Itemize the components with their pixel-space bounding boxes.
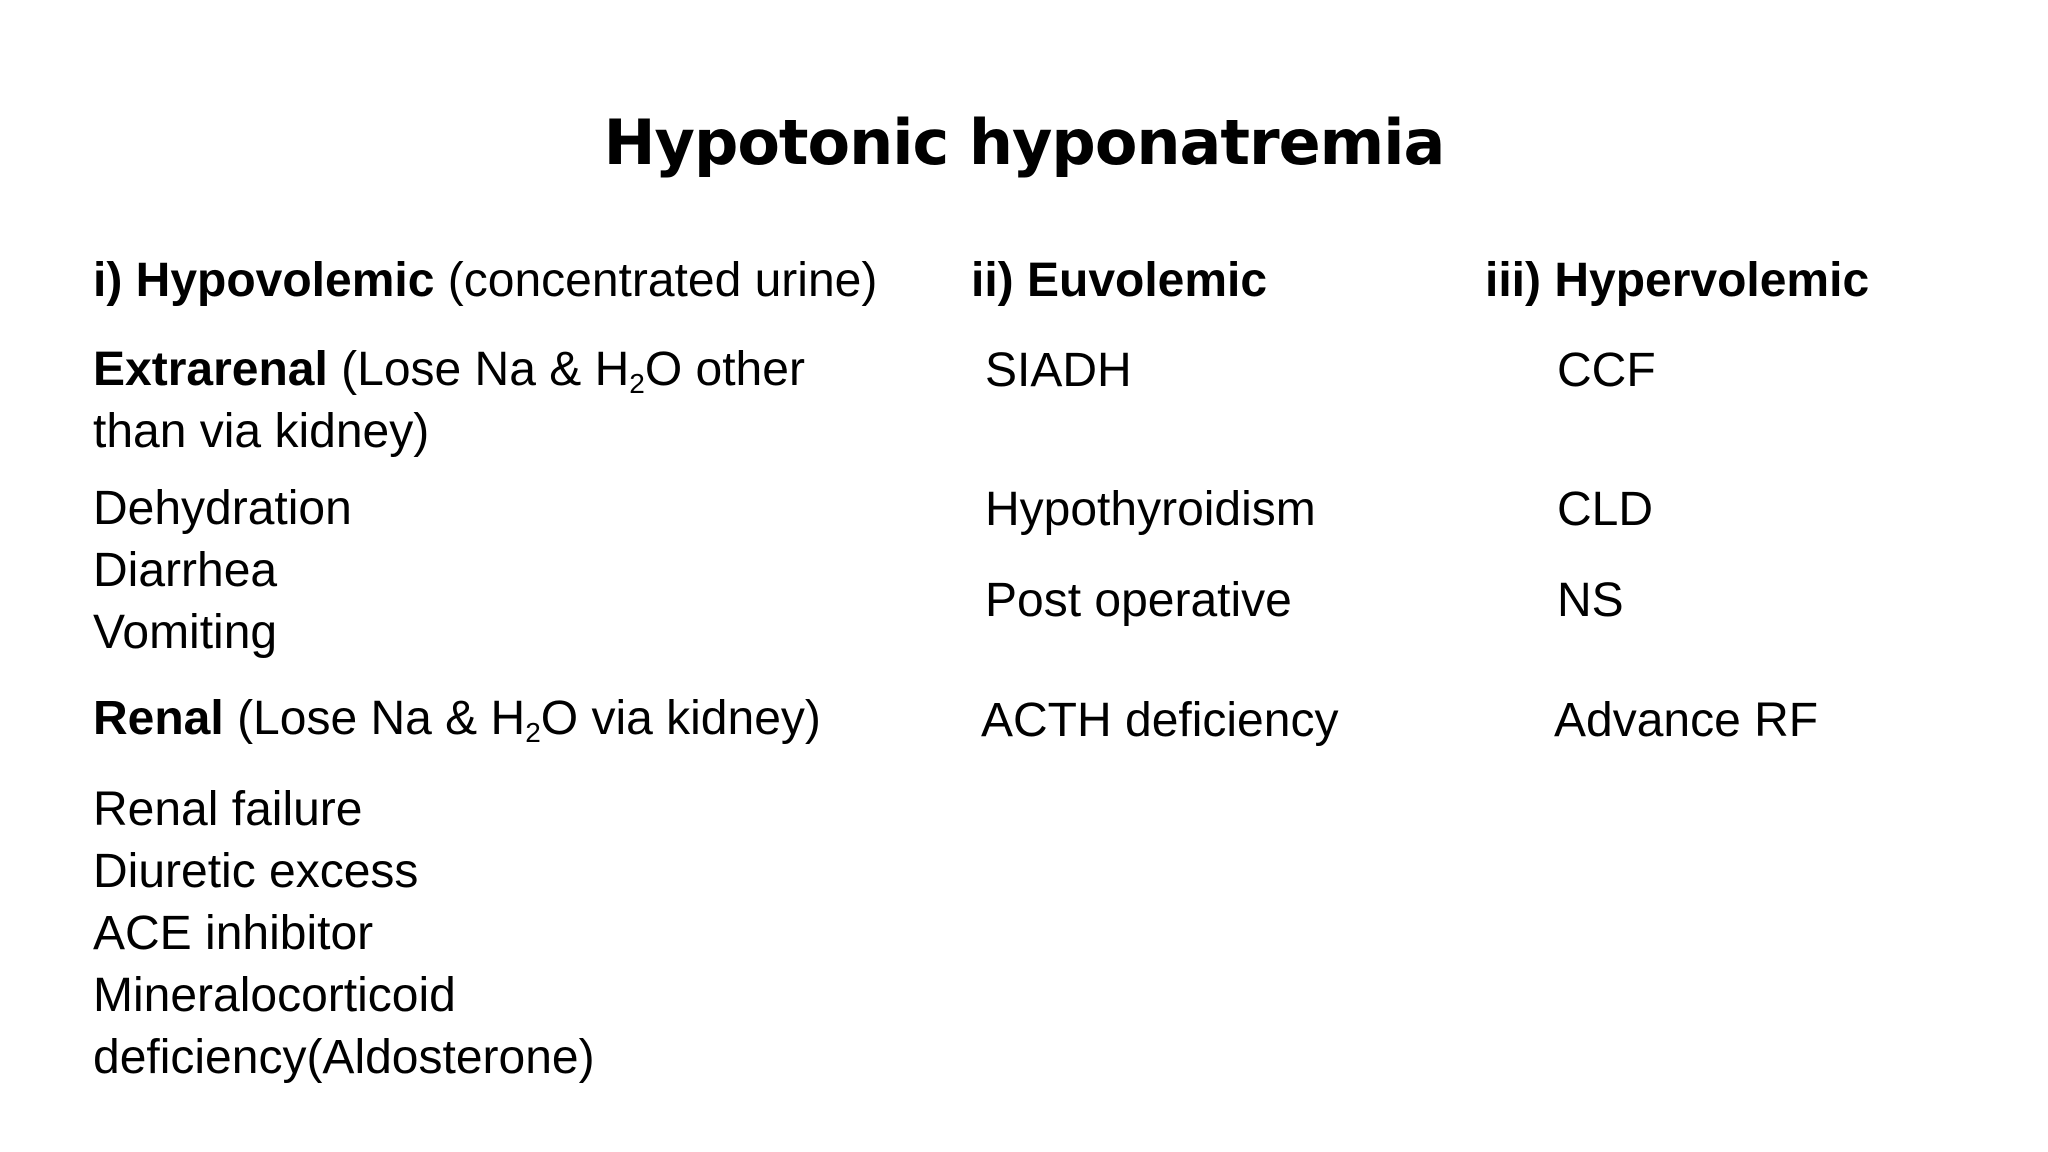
renal-label: Renal [93,692,224,745]
extrarenal-label: Extrarenal [93,343,328,396]
renal-desc-pre: (Lose Na & H [237,692,526,745]
hypovolemic-note: (concentrated urine) [447,254,878,307]
hypervolemic-header: iii) Hypervolemic [1485,254,1870,307]
euvolemic-item: ACTH deficiency [981,694,1339,747]
extrarenal-desc-post: O other [644,343,805,396]
renal-item: deficiency(Aldosterone) [93,1031,595,1084]
hypovolemic-header [93,250,877,312]
hypervolemic-item: Advance RF [1554,694,1819,747]
renal-item: Mineralocorticoid [93,969,456,1022]
extrarenal-desc-line2: than via kidney) [93,405,430,458]
extrarenal-desc-pre: (Lose Na & H [341,343,630,396]
hypervolemic-item: NS [1557,574,1624,627]
renal-desc-post: O via kidney) [540,692,821,745]
slide-title: Hypotonic hyponatremia [603,106,1445,179]
renal-item: ACE inhibitor [93,907,374,960]
hypervolemic-item: CLD [1557,483,1654,536]
extrarenal-heading [93,339,805,401]
extrarenal-item: Dehydration [93,482,352,535]
extrarenal-subscript: 2 [629,368,645,399]
hypovolemic-label: i) Hypovolemic [93,254,435,307]
extrarenal-item: Vomiting [93,606,278,659]
hypervolemic-item: CCF [1557,344,1656,397]
renal-item: Renal failure [93,783,363,836]
euvolemic-header: ii) Euvolemic [971,254,1268,307]
euvolemic-item: Hypothyroidism [985,483,1316,536]
renal-subscript: 2 [525,717,541,748]
extrarenal-item: Diarrhea [93,544,278,597]
euvolemic-item: Post operative [985,574,1292,627]
renal-heading [93,688,821,750]
euvolemic-item: SIADH [985,344,1132,397]
renal-item: Diuretic excess [93,845,419,898]
